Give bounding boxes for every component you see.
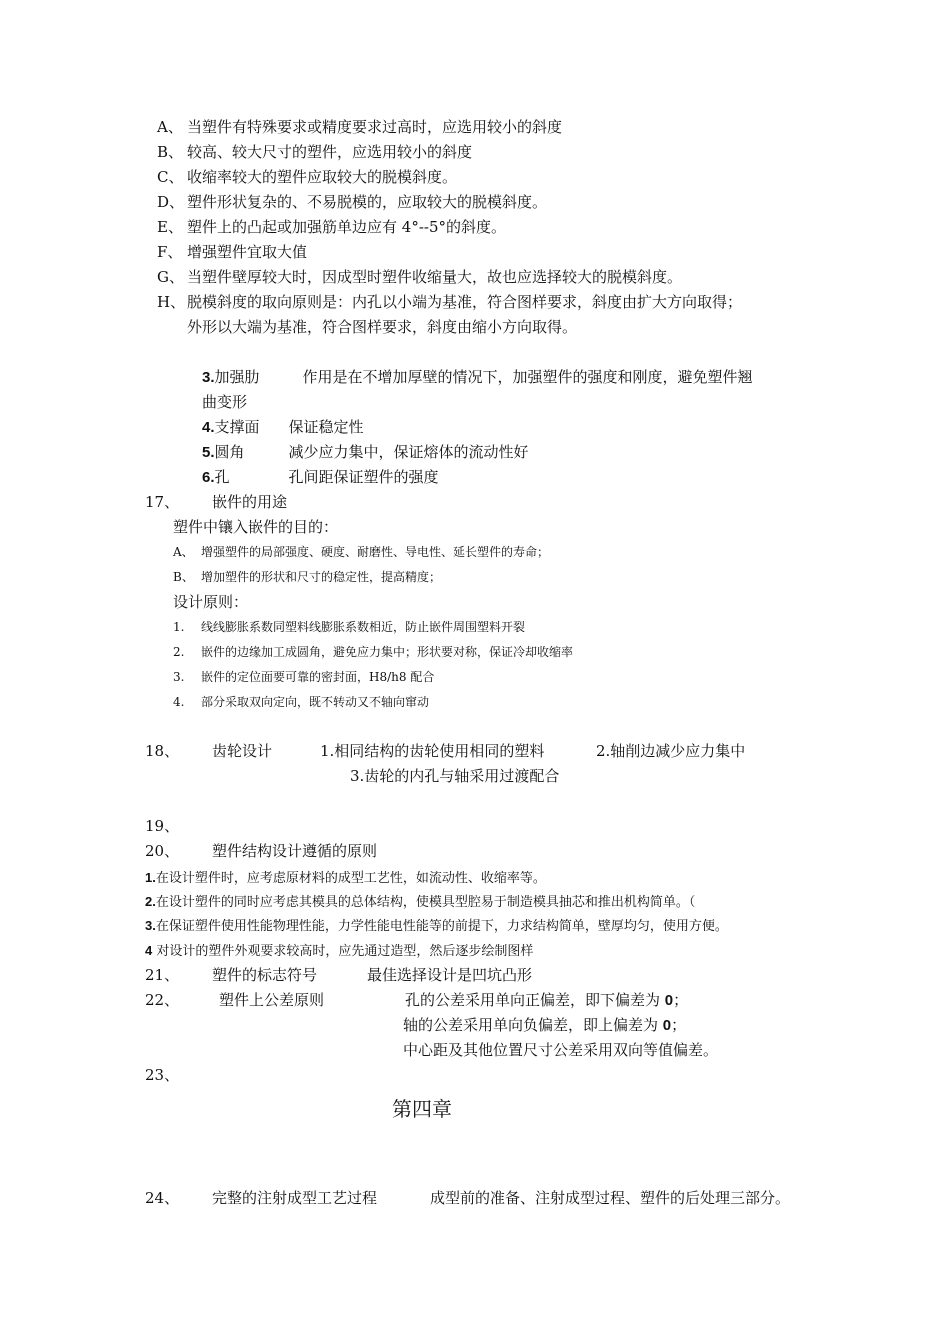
list-item: B、 较高、较大尺寸的塑件，应选用较小的斜度 <box>157 143 473 161</box>
subheading: 设计原则： <box>173 593 249 611</box>
tolerance-line: 孔的公差采用单向正偏差，即下偏差为 0； <box>405 991 689 1009</box>
chapter-heading: 第四章 <box>392 1097 452 1121</box>
list-item: C、 收缩率较大的塑件应取较大的脱模斜度。 <box>157 168 458 186</box>
section-heading: 17、 嵌件的用途 <box>145 493 288 511</box>
section-heading: 18、 齿轮设计 1.相同结构的齿轮使用相同的塑料 2.轴削边减少应力集中 <box>145 742 746 760</box>
list-item: F、 增强塑件宜取大值 <box>157 243 308 261</box>
list-item: A、 当塑件有特殊要求或精度要求过高时，应选用较小的斜度 <box>157 118 563 136</box>
subheading: 塑件中镶入嵌件的目的： <box>173 518 339 536</box>
section-heading: 23、 <box>145 1066 180 1084</box>
list-item: 2.在设计塑件的同时应考虑其模具的总体结构，使模具型腔易于制造模具抽芯和推出机构简单。（ <box>145 894 696 910</box>
list-item: D、 塑件形状复杂的、不易脱模的，应取较大的脱模斜度。 <box>157 193 548 211</box>
feature-continuation: 曲变形 <box>202 393 248 411</box>
feature-item: 6.孔 孔间距保证塑件的强度 <box>202 468 439 486</box>
list-item: 4 对设计的塑件外观要求较高时，应先通过造型，然后逐步绘制图样 <box>145 943 534 959</box>
list-item: E、 塑件上的凸起或加强筋单边应有 4°--5°的斜度。 <box>157 218 506 236</box>
section-heading: 20、 塑件结构设计遵循的原则 <box>145 842 378 860</box>
list-item-continuation: 外形以大端为基准，符合图样要求，斜度由缩小方向取得。 <box>187 318 578 336</box>
list-item: B、 增加塑件的形状和尺寸的稳定性，提高精度； <box>173 570 442 584</box>
tolerance-line: 轴的公差采用单向负偏差，即上偏差为 0； <box>403 1016 687 1034</box>
list-item: A、 增强塑件的局部强度、硬度、耐磨性、导电性、延长塑件的寿命； <box>173 545 550 559</box>
section-heading: 21、 塑件的标志符号 最佳选择设计是凹坑凸形 <box>145 966 533 984</box>
list-item: G、 当塑件壁厚较大时，因成型时塑件收缩量大，故也应选择较大的脱模斜度。 <box>157 268 683 286</box>
tolerance-line: 中心距及其他位置尺寸公差采用双向等值偏差。 <box>403 1041 719 1059</box>
feature-item: 3.加强肋 作用是在不增加厚壁的情况下，加强塑件的强度和刚度，避免塑件翘 <box>202 368 753 386</box>
feature-item: 4.支撑面 保证稳定性 <box>202 418 364 436</box>
list-item: 1. 线线膨胀系数同塑料线膨胀系数相近，防止嵌件周围塑料开裂 <box>173 620 526 634</box>
list-item: 3. 嵌件的定位面要可靠的密封面，H8/h8 配合 <box>173 670 435 684</box>
section-heading: 22、 塑件上公差原则 <box>145 991 325 1009</box>
list-item: H、 脱模斜度的取向原则是：内孔以小端为基准，符合图样要求，斜度由扩大方向取得； <box>157 293 743 311</box>
section-continuation: 3.齿轮的内孔与轴采用过渡配合 <box>350 767 560 785</box>
list-item: 1.在设计塑件时，应考虑原材料的成型工艺性，如流动性、收缩率等。 <box>145 870 546 886</box>
list-item: 4. 部分采取双向定向，既不转动又不轴向窜动 <box>173 695 430 709</box>
section-heading: 24、 完整的注射成型工艺过程 成型前的准备、注射成型过程、塑件的后处理三部分。 <box>145 1189 791 1207</box>
section-heading: 19、 <box>145 817 180 835</box>
list-item: 2. 嵌件的边缘加工成圆角，避免应力集中；形状要对称，保证冷却收缩率 <box>173 645 574 659</box>
feature-item: 5.圆角 减少应力集中，保证熔体的流动性好 <box>202 443 529 461</box>
list-item: 3.在保证塑件使用性能物理性能，力学性能电性能等的前提下，力求结构简单，壁厚均匀，使用方便。 <box>145 918 728 934</box>
